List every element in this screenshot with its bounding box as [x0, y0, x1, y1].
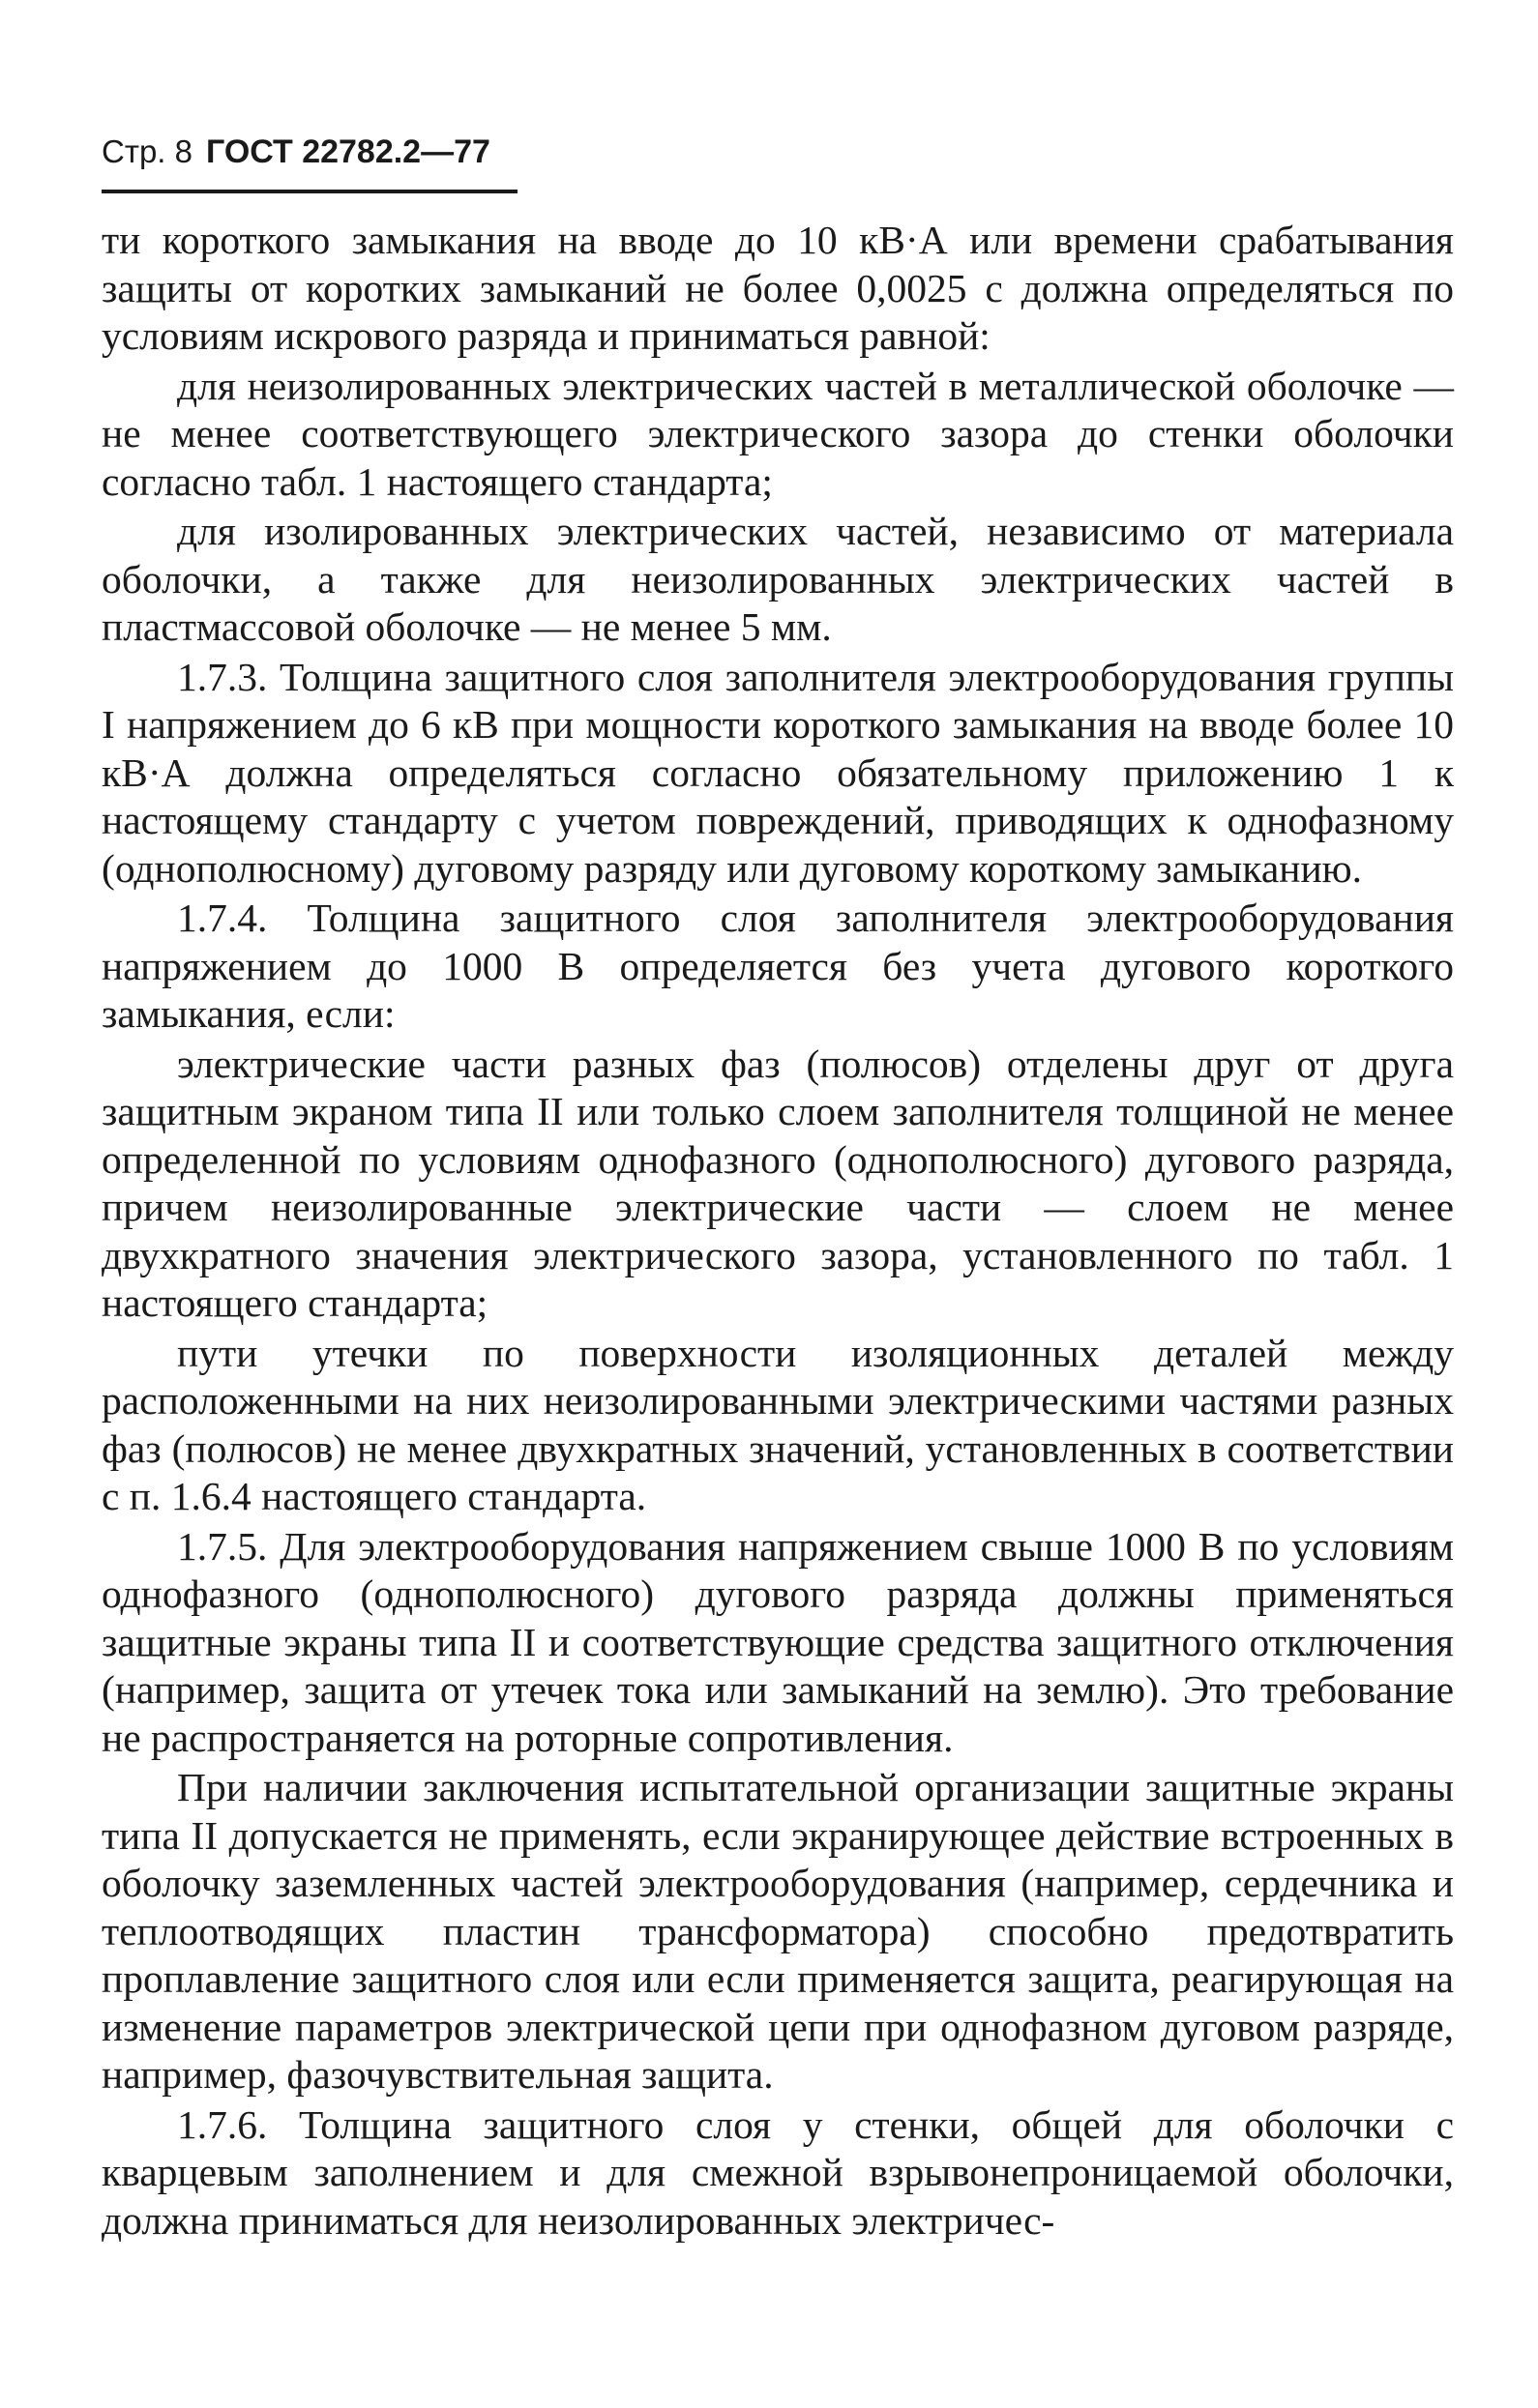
paragraph: для неизолированных электрических частей в металлической оболочке — не менее соответствующего электрического зазора до стенки оболочки согласно табл. 1 настоящего стандарта;: [102, 363, 1454, 504]
section-1-7-4: 1.7.4. Толщина защитного слоя заполнителя электрооборудования напряжением до 1000 В определяется без учета дугового короткого замыкания, если:: [102, 896, 1454, 1036]
paragraph: для изолированных электрических частей, независимо от материала оболочки, а также для неизолированных электрических частей в пластмассовой оболочке — не менее 5 мм.: [102, 509, 1454, 649]
paragraph: ти короткого замыкания на вводе до 10 кВ·А или времени срабатывания защиты от коротких замыканий не более 0,0025 с должна определяться по условиям искрового разряда и приниматься равной:: [102, 218, 1454, 358]
page-header: [102, 133, 518, 193]
standard-designation: ГОСТ 22782.2—77: [206, 133, 490, 170]
page-number: Стр. 8: [102, 133, 192, 169]
document-body: [102, 217, 1454, 2246]
section-1-7-3: 1.7.3. Толщина защитного слоя заполнителя электрооборудования группы I напряжением до 6 кВ при мощности короткого замыкания на вводе более 10 кВ·А должна определяться согласно обязательному приложению 1 к настоящему стандарту с учетом повреждений, приводящих к однофазному (однополюсному) дуговому разряду или дуговому короткому замыканию.: [102, 654, 1454, 891]
paragraph: При наличии заключения испытательной организации защитные экраны типа II допускается не применять, если экранирующее действие встроенных в оболочку заземленных частей электрооборудования (например, сердечника и теплоотводящих пластин трансформатора) способно предотвратить проплавление защитного слоя или если применяется защита, реагирующая на изменение параметров электрической цепи при однофазном дуговом разряде, например, фазочувствительная защита.: [102, 1765, 1454, 2097]
section-1-7-6: 1.7.6. Толщина защитного слоя у стенки, общей для оболочки с кварцевым заполнением и для смежной взрывонепроницаемой оболочки, должна приниматься для неизолированных электричес-: [102, 2101, 1454, 2243]
paragraph: пути утечки по поверхности изоляционных деталей между расположенными на них неизолированными электрическими частями разных фаз (полюсов) не менее двухкратных значений, установленных в соответствии с п. 1.6.4 настоящего стандарта.: [102, 1330, 1454, 1518]
paragraph: электрические части разных фаз (полюсов) отделены друг от друга защитным экраном типа II или только слоем заполнителя толщиной не менее определенной по условиям однофазного (однополюсного) дугового разряда, причем неизолированные электрические части — слоем не менее двухкратного значения электрического зазора, установленного по табл. 1 настоящего стандарта;: [102, 1041, 1454, 1325]
section-1-7-5: 1.7.5. Для электрооборудования напряжением свыше 1000 В по условиям однофазного (однополюсного) дугового разряда должны применяться защитные экраны типа II и соответствующие средства защитного отключения (например, защита от утечек тока или замыканий на землю). Это требование не распространяется на роторные сопротивления.: [102, 1523, 1454, 1760]
